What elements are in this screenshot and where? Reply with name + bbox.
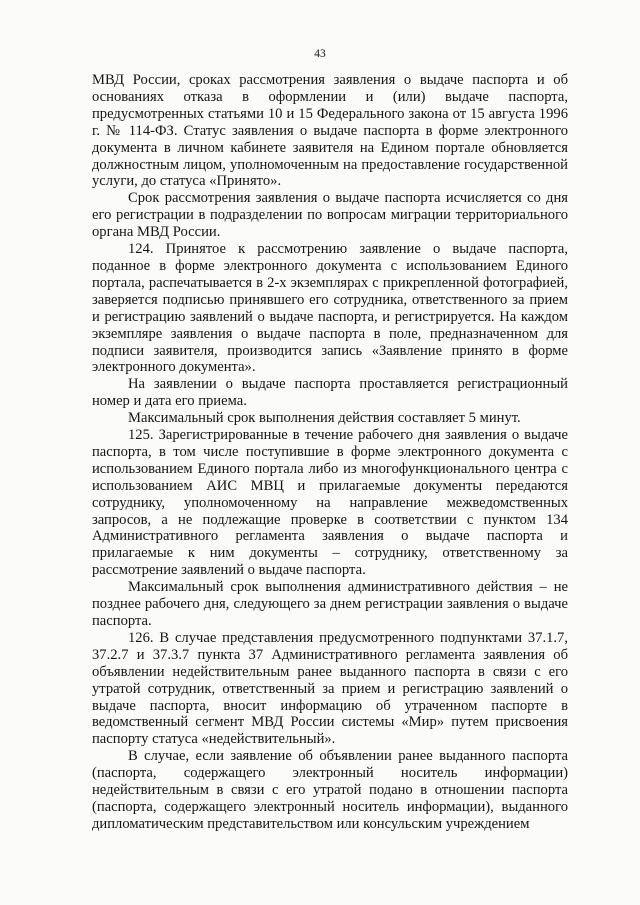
paragraph: 124. Принятое к рассмотрению заявление о выдаче паспорта, поданное в форме электронного документа с использованием Единого портала, распечатывается в 2-х экземплярах с прикрепленной фотографией, заверяется подписью принявшего его сотрудника, ответственного за прием и регистрацию заявлений о выдаче паспорта, и регистрируется. На каждом экземпляре заявления о выдаче паспорта в поле, предназначенном для подписи заявителя, производится запись «Заявление принято в форме электронного документа». — [92, 241, 568, 376]
paragraph: Максимальный срок выполнения действия составляет 5 минут. — [128, 410, 521, 427]
document-body — [92, 72, 568, 833]
paragraph: Срок рассмотрения заявления о выдаче паспорта исчисляется со дня его регистрации в подразделении по вопросам миграции территориального органа МВД России. — [92, 190, 568, 241]
paragraph: МВД России, сроках рассмотрения заявления о выдаче паспорта и об основаниях отказа в оформлении и (или) выдаче паспорта, предусмотренных статьями 10 и 15 Федерального закона от 15 августа 1996 г. № 114-ФЗ. Статус заявления о выдаче паспорта в форме электронного документа в личном кабинете заявителя на Едином портале обновляется должностным лицом, уполномоченным на предоставление государственной услуги, до статуса «Принято». — [92, 72, 568, 190]
page-number: 43 — [314, 48, 326, 60]
paragraph: На заявлении о выдаче паспорта проставляется регистрационный номер и дата его приема. — [92, 376, 568, 410]
paragraph: В случае, если заявление об объявлении ранее выданного паспорта (паспорта, содержащего электронный носитель информации) недействительным в связи с его утратой подано в отношении паспорта (паспорта, содержащего электронный носитель информации), выданного дипломатическим представительством или консульским учреждением — [92, 748, 568, 832]
paragraph: 125. Зарегистрированные в течение рабочего дня заявления о выдаче паспорта, в том числе поступившие в форме электронного документа с использованием Единого портала либо из многофункционального центра с использованием АИС МВЦ и прилагаемые документы передаются сотруднику, уполномоченному на направление межведомственных запросов, а не подлежащие проверке в соответствии с пунктом 134 Административного регламента заявления о выдаче паспорта и прилагаемые к ним документы – сотруднику, ответственному за рассмотрение заявлений о выдаче паспорта. — [92, 427, 568, 579]
paragraph: Максимальный срок выполнения административного действия – не позднее рабочего дня, следующего за днем регистрации заявления о выдаче паспорта. — [92, 579, 568, 629]
paragraph: 126. В случае представления предусмотренного подпунктами 37.1.7, 37.2.7 и 37.3.7 пункта 37 Административного регламента заявления об объявлении недействительным ранее выданного паспорта в связи с его утратой сотрудник, ответственный за прием и регистрацию заявлений о выдаче паспорта, вносит информацию об утраченном паспорте в ведомственный сегмент МВД России системы «Мир» путем присвоения паспорту статуса «недействительный». — [92, 629, 568, 748]
